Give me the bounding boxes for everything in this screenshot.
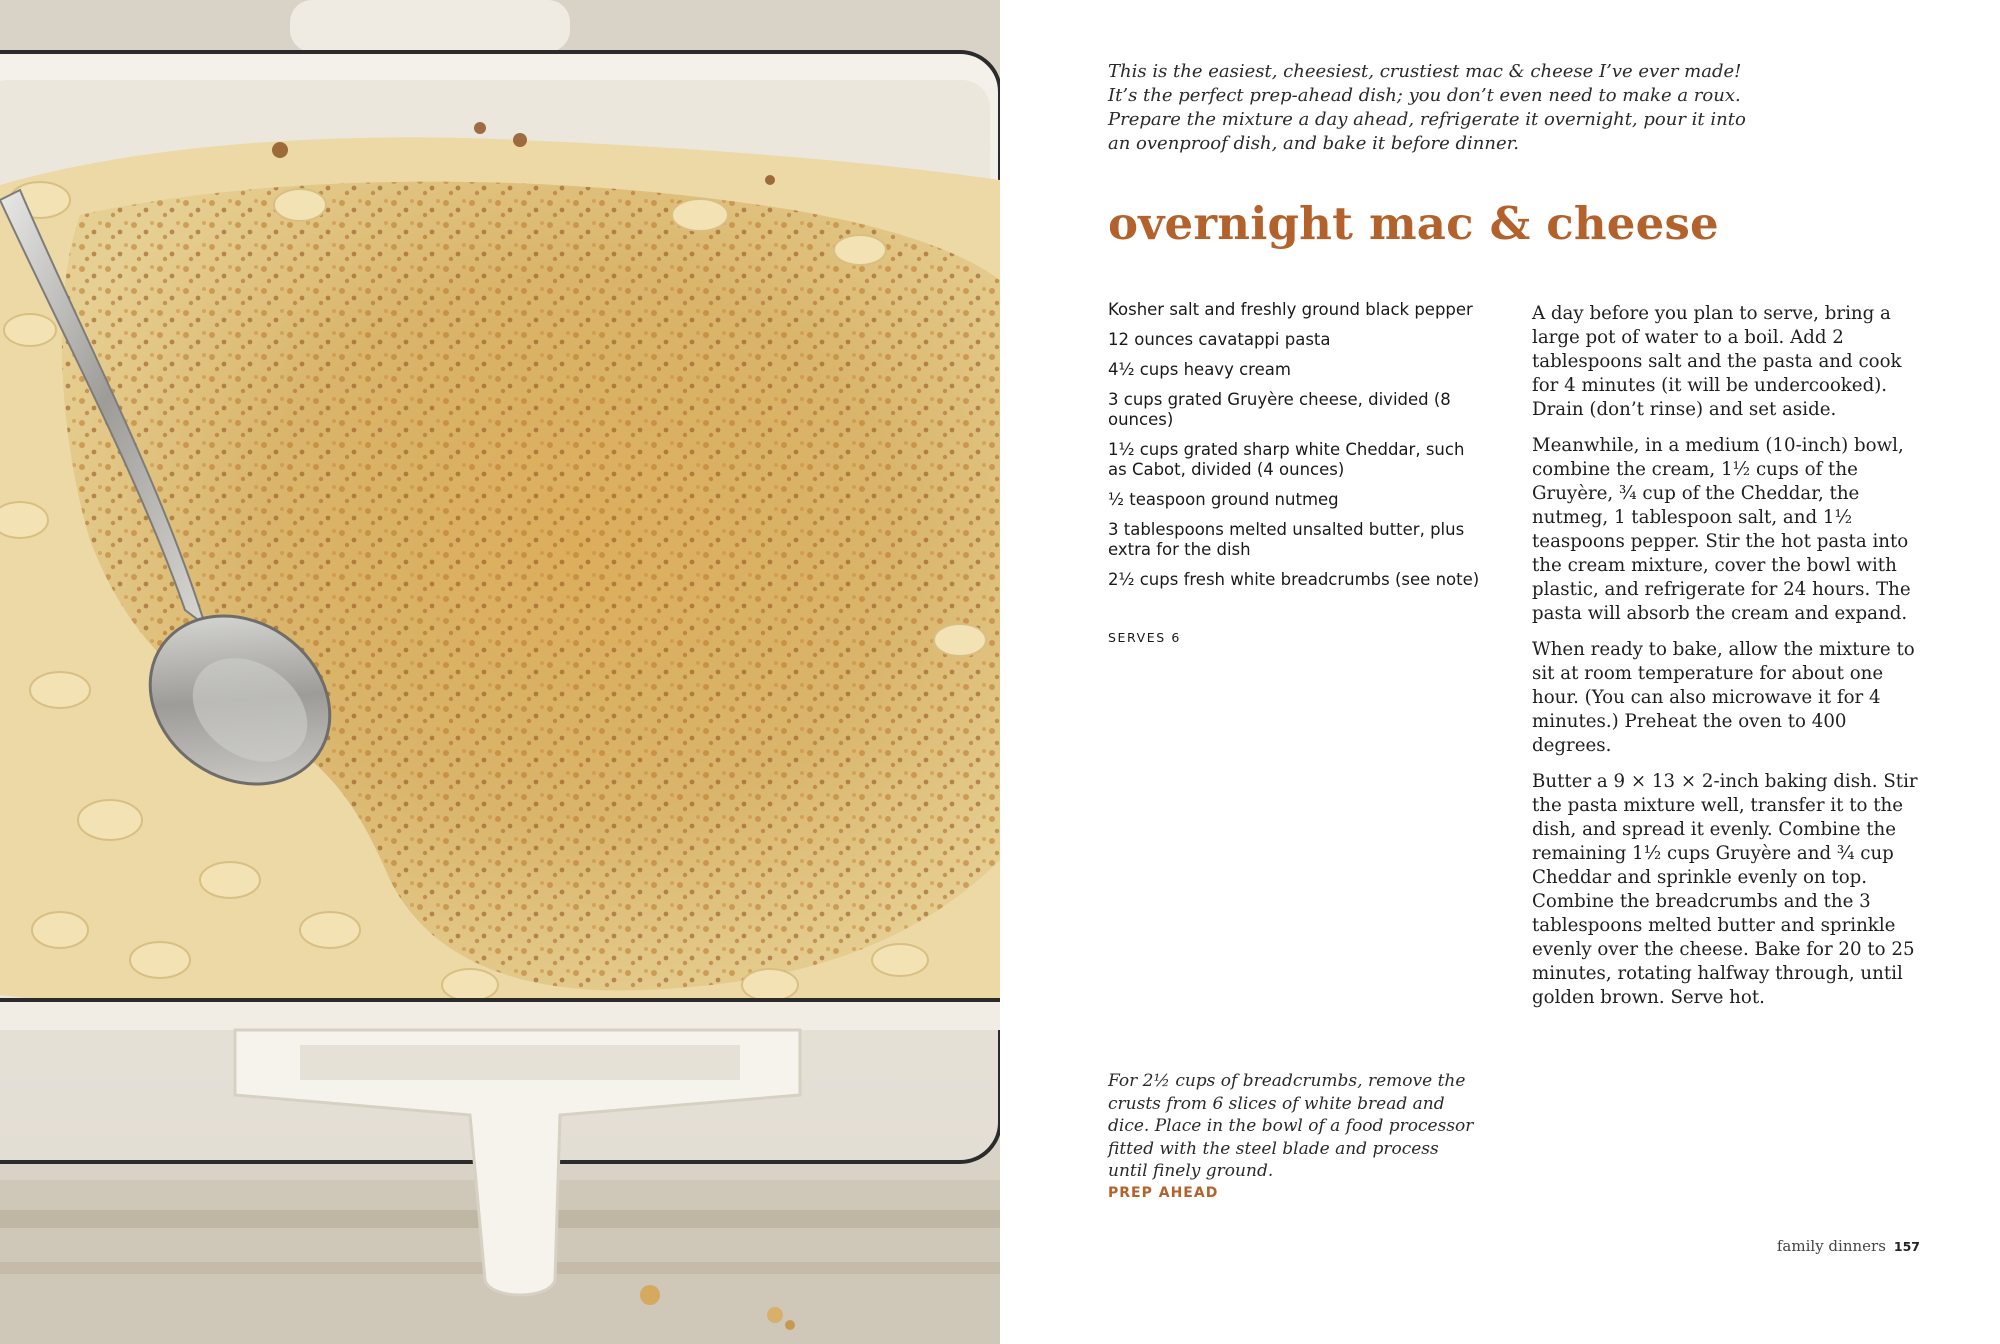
page-number: 157 <box>1893 1239 1920 1254</box>
serves-label: SERVES 6 <box>1108 630 1181 645</box>
ingredient-item: 4½ cups heavy cream <box>1108 360 1291 379</box>
prep-ahead-label: PREP AHEAD <box>1108 1185 1219 1201</box>
direction-step: Meanwhile, in a medium (10-inch) bowl, combine the cream, 1½ cups of the Gruyère, ¾ cup of the Cheddar, the nutmeg, 1 tablespoon salt, and 1½ teaspoons pepper. Stir the hot pasta into the cream mixture, cover the bowl with plastic, and refrigerate for 24 hours. The pasta will absorb the cream and expand. <box>1532 435 1911 624</box>
ingredient-item: 2½ cups fresh white breadcrumbs (see note) <box>1108 570 1480 589</box>
directions <box>1532 302 1920 1022</box>
ingredient-item: Kosher salt and freshly ground black pepper <box>1108 300 1473 319</box>
recipe-intro: This is the easiest, cheesiest, crustiest mac & cheese I’ve ever made! It’s the perfect prep-ahead dish; you don’t even need to make a roux. Prepare the mixture a day ahead, refrigerate it overnight, pour it into an ovenproof dish, and bake it before dinner. <box>1108 61 1746 154</box>
recipe-title: overnight mac & cheese <box>1108 197 1719 250</box>
direction-step: A day before you plan to serve, bring a large pot of water to a boil. Add 2 tablespoons salt and the pasta and cook for 4 minutes (it will be undercooked). Drain (don’t rinse) and set aside. <box>1532 303 1902 420</box>
ingredient-list <box>1108 300 1488 600</box>
page-footer <box>1772 1236 1920 1255</box>
section-name: family dinners <box>1776 1237 1886 1255</box>
direction-step: When ready to bake, allow the mixture to sit at room temperature for about one hour. (You can also microwave it for 4 minutes.) Preheat the oven to 400 degrees. <box>1532 639 1915 756</box>
ingredient-item: ½ teaspoon ground nutmeg <box>1108 490 1339 509</box>
ingredient-item: 3 tablespoons melted unsalted butter, plus extra for the dish <box>1108 520 1465 559</box>
ingredient-item: 12 ounces cavatappi pasta <box>1108 330 1331 349</box>
direction-step: Butter a 9 × 13 × 2-inch baking dish. Stir the pasta mixture well, transfer it to the dish, and spread it evenly. Combine the remaining 1½ cups Gruyère and ¾ cup Cheddar and sprinkle evenly on top. Combine the breadcrumbs and the 3 tablespoons melted butter and sprinkle evenly over the cheese. Bake for 20 to 25 minutes, rotating halfway through, until golden brown. Serve hot. <box>1532 771 1918 1008</box>
ingredient-item: 1½ cups grated sharp white Cheddar, such as Cabot, divided (4 ounces) <box>1108 440 1465 479</box>
ingredient-item: 3 cups grated Gruyère cheese, divided (8 ounces) <box>1108 390 1451 429</box>
breadcrumb-note: For 2½ cups of breadcrumbs, remove the crusts from 6 slices of white bread and dice. Place in the bowl of a food processor fitted with the steel blade and process until finely ground. <box>1108 1071 1474 1181</box>
